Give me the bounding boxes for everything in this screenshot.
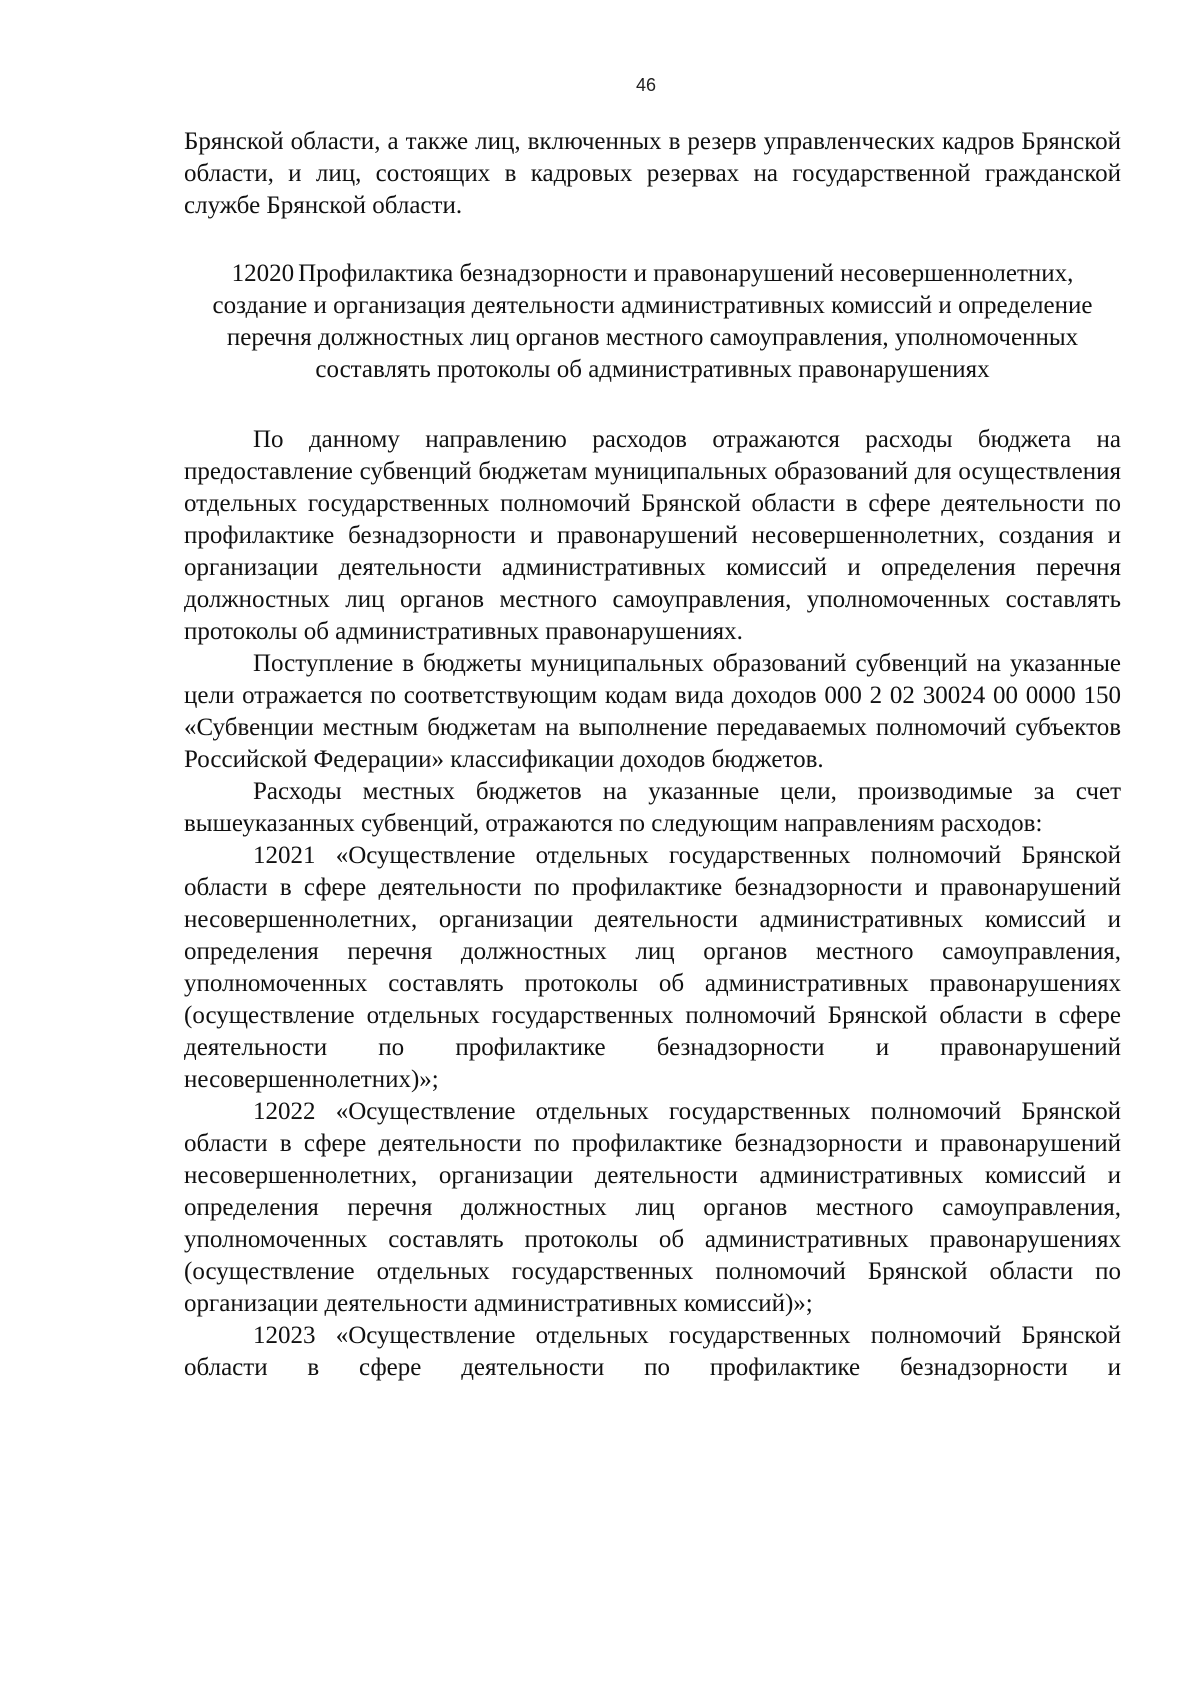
intro-paragraph: Брянской области, а также лиц, включенных в резерв управленческих кадров Брянской области, и лиц, состоящих в кадровых резервах на государственной гражданской службе Брянской области.	[184, 128, 1121, 219]
paragraph-code-12023: 12023 «Осуществление отдельных государственных полномочий Брянской области в сфере деятельности по профилактике безнадзорности и	[184, 1322, 1121, 1381]
paragraph-local-expenses: Расходы местных бюджетов на указанные цели, производимые за счет вышеуказанных субвенций, отражаются по следующим направлениям расходов:	[184, 778, 1121, 837]
paragraph-code-12022: 12022 «Осуществление отдельных государственных полномочий Брянской области в сфере деятельности по профилактике безнадзорности и правонарушений несовершеннолетних, организации деятельности административных комиссий и определения перечня должностных лиц органов местного самоуправления, уполномоченных составлять протоколы об административных правонарушениях (осуществление отдельных государственных полномочий Брянской области по организации деятельности административных комиссий)»;	[184, 1098, 1121, 1317]
paragraph-code-12021: 12021 «Осуществление отдельных государственных полномочий Брянской области в сфере деятельности по профилактике безнадзорности и правонарушений несовершеннолетних, организации деятельности административных комиссий и определения перечня должностных лиц органов местного самоуправления, уполномоченных составлять протоколы об административных правонарушениях (осуществление отдельных государственных полномочий Брянской области в сфере деятельности по профилактике безнадзорности и правонарушений несовершеннолетних)»;	[184, 842, 1121, 1093]
paragraph-expenditure-description: По данному направлению расходов отражаются расходы бюджета на предоставление субвенций бюджетам муниципальных образований для осуществления отдельных государственных полномочий Брянской области в сфере деятельности по профилактике безнадзорности и правонарушений несовершеннолетних, создания и организации деятельности административных комиссий и определения перечня должностных лиц органов местного самоуправления, уполномоченных составлять протоколы об административных правонарушениях.	[184, 426, 1121, 645]
section-heading	[184, 258, 1121, 386]
page-number: 46	[635, 75, 657, 95]
section-code: 12020	[231, 260, 295, 287]
paragraph-revenue-codes: Поступление в бюджеты муниципальных образований субвенций на указанные цели отражается по соответствующим кодам вида доходов 000 2 02 30024 00 0000 150 «Субвенции местным бюджетам на выполнение передаваемых полномочий субъектов Российской Федерации» классификации доходов бюджетов.	[184, 650, 1121, 773]
document-body	[184, 126, 1121, 1384]
section-title: Профилактика безнадзорности и правонарушений несовершеннолетних, создание и организация деятельности административных комиссий и определение перечня должностных лиц органов местного самоуправления, уполномоченных составлять протоколы об административных правонарушениях	[212, 260, 1093, 383]
